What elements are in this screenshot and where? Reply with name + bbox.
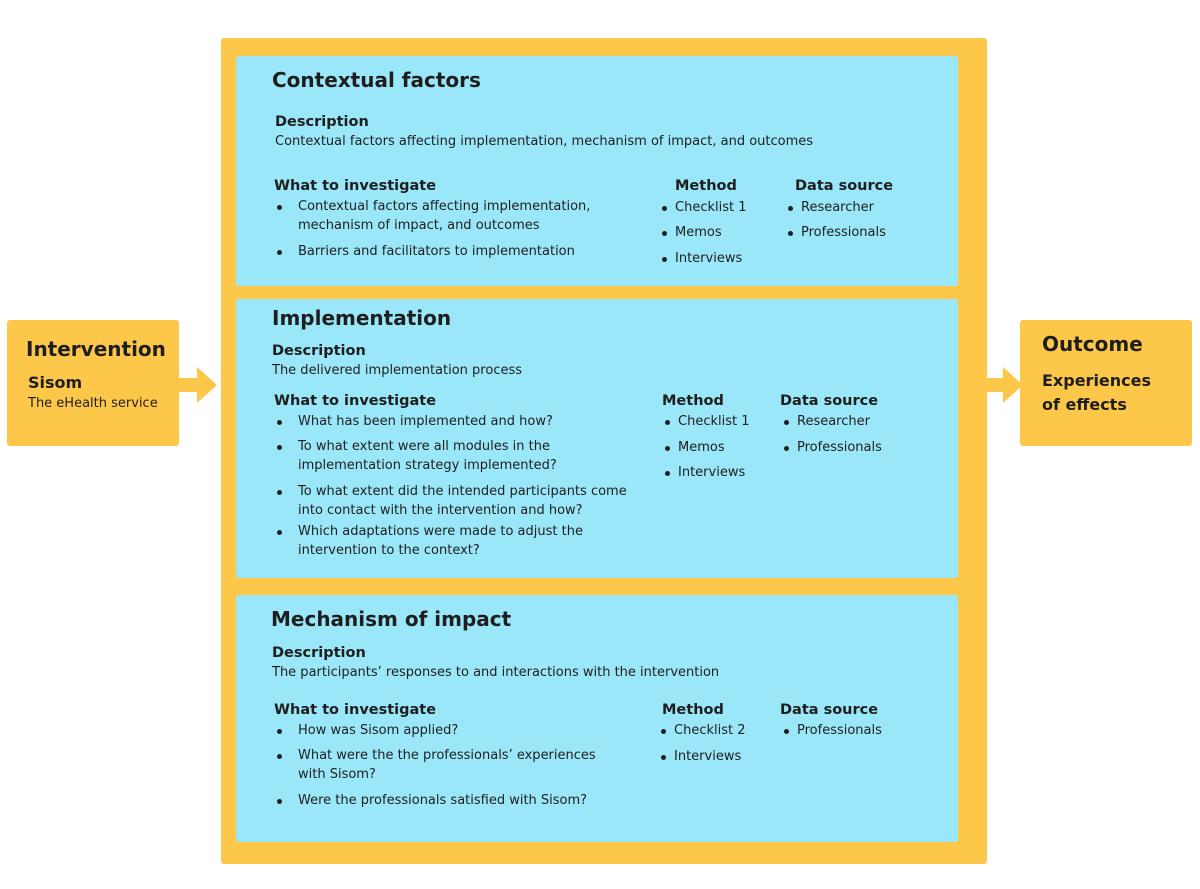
list-item-line: Barriers and facilitators to implementation bbox=[298, 244, 575, 259]
list-item bbox=[298, 242, 575, 261]
what-to-investigate-heading: What to investigate bbox=[274, 702, 437, 718]
what-to-investigate-heading: What to investigate bbox=[274, 393, 437, 409]
panel-title: Contextual factors bbox=[272, 68, 481, 92]
outcome-line-2: of effects bbox=[1042, 395, 1127, 414]
list-item bbox=[298, 412, 553, 431]
method-item: Checklist 2 bbox=[674, 723, 746, 738]
outcome-box bbox=[1020, 320, 1192, 446]
panel-title: Implementation bbox=[272, 306, 452, 330]
list-item bbox=[298, 522, 583, 560]
intervention-box bbox=[7, 320, 179, 446]
method-item: Interviews bbox=[675, 251, 743, 266]
list-item bbox=[298, 746, 596, 784]
description-heading: Description bbox=[275, 114, 369, 130]
description-text: The delivered implementation process bbox=[272, 363, 523, 378]
list-item-line: Which adaptations were made to adjust the bbox=[298, 524, 583, 539]
method-heading: Method bbox=[662, 702, 724, 718]
list-item bbox=[298, 721, 458, 740]
list-item bbox=[298, 791, 587, 810]
method-item: Memos bbox=[678, 440, 725, 455]
source-item: Researcher bbox=[801, 200, 874, 215]
source-item: Professionals bbox=[797, 723, 882, 738]
list-item-line: Were the professionals satisfied with Sisom? bbox=[298, 793, 588, 808]
list-item bbox=[298, 197, 590, 235]
description-text: The participants’ responses to and interactions with the intervention bbox=[272, 665, 720, 680]
list-item-line: Contextual factors affecting implementation, bbox=[298, 199, 591, 214]
source-item: Professionals bbox=[801, 225, 886, 240]
list-item-line: What has been implemented and how? bbox=[298, 414, 553, 429]
list-item-line: To what extent were all modules in the bbox=[298, 439, 550, 454]
intervention-title: Intervention bbox=[26, 337, 166, 361]
source-item: Professionals bbox=[797, 440, 882, 455]
method-item: Interviews bbox=[678, 465, 746, 480]
list-item bbox=[298, 482, 627, 520]
method-heading: Method bbox=[675, 178, 737, 194]
source-item: Researcher bbox=[797, 414, 870, 429]
what-to-investigate-heading: What to investigate bbox=[274, 178, 437, 194]
method-heading: Method bbox=[662, 393, 724, 409]
data-source-heading: Data source bbox=[780, 702, 879, 718]
list-item-line: intervention to the context? bbox=[298, 543, 480, 558]
arrow-right-icon bbox=[985, 366, 1025, 406]
data-source-heading: Data source bbox=[780, 393, 879, 409]
method-item: Memos bbox=[675, 225, 722, 240]
list-item-line: mechanism of impact, and outcomes bbox=[298, 218, 540, 233]
list-item-line: What were the the professionals’ experiences bbox=[298, 748, 596, 763]
outcome-title: Outcome bbox=[1042, 332, 1143, 356]
panel-title: Mechanism of impact bbox=[271, 607, 512, 631]
method-item: Interviews bbox=[674, 749, 742, 764]
description-heading: Description bbox=[272, 645, 366, 661]
outcome-line-1: Experiences bbox=[1042, 371, 1152, 390]
description-text: Contextual factors affecting implementation, mechanism of impact, and outcomes bbox=[275, 134, 814, 149]
list-item-line: To what extent did the intended participants come bbox=[298, 484, 627, 499]
list-item-line: implementation strategy implemented? bbox=[298, 458, 557, 473]
data-source-heading: Data source bbox=[795, 178, 894, 194]
description-heading: Description bbox=[272, 343, 366, 359]
list-item-line: with Sisom? bbox=[298, 767, 376, 782]
method-item: Checklist 1 bbox=[678, 414, 750, 429]
intervention-name: Sisom bbox=[28, 373, 83, 392]
arrow-right-icon bbox=[179, 366, 219, 406]
intervention-subtitle: The eHealth service bbox=[28, 396, 158, 411]
method-item: Checklist 1 bbox=[675, 200, 747, 215]
list-item-line: How was Sisom applied? bbox=[298, 723, 459, 738]
list-item-line: into contact with the intervention and how? bbox=[298, 503, 583, 518]
list-item bbox=[298, 437, 557, 475]
